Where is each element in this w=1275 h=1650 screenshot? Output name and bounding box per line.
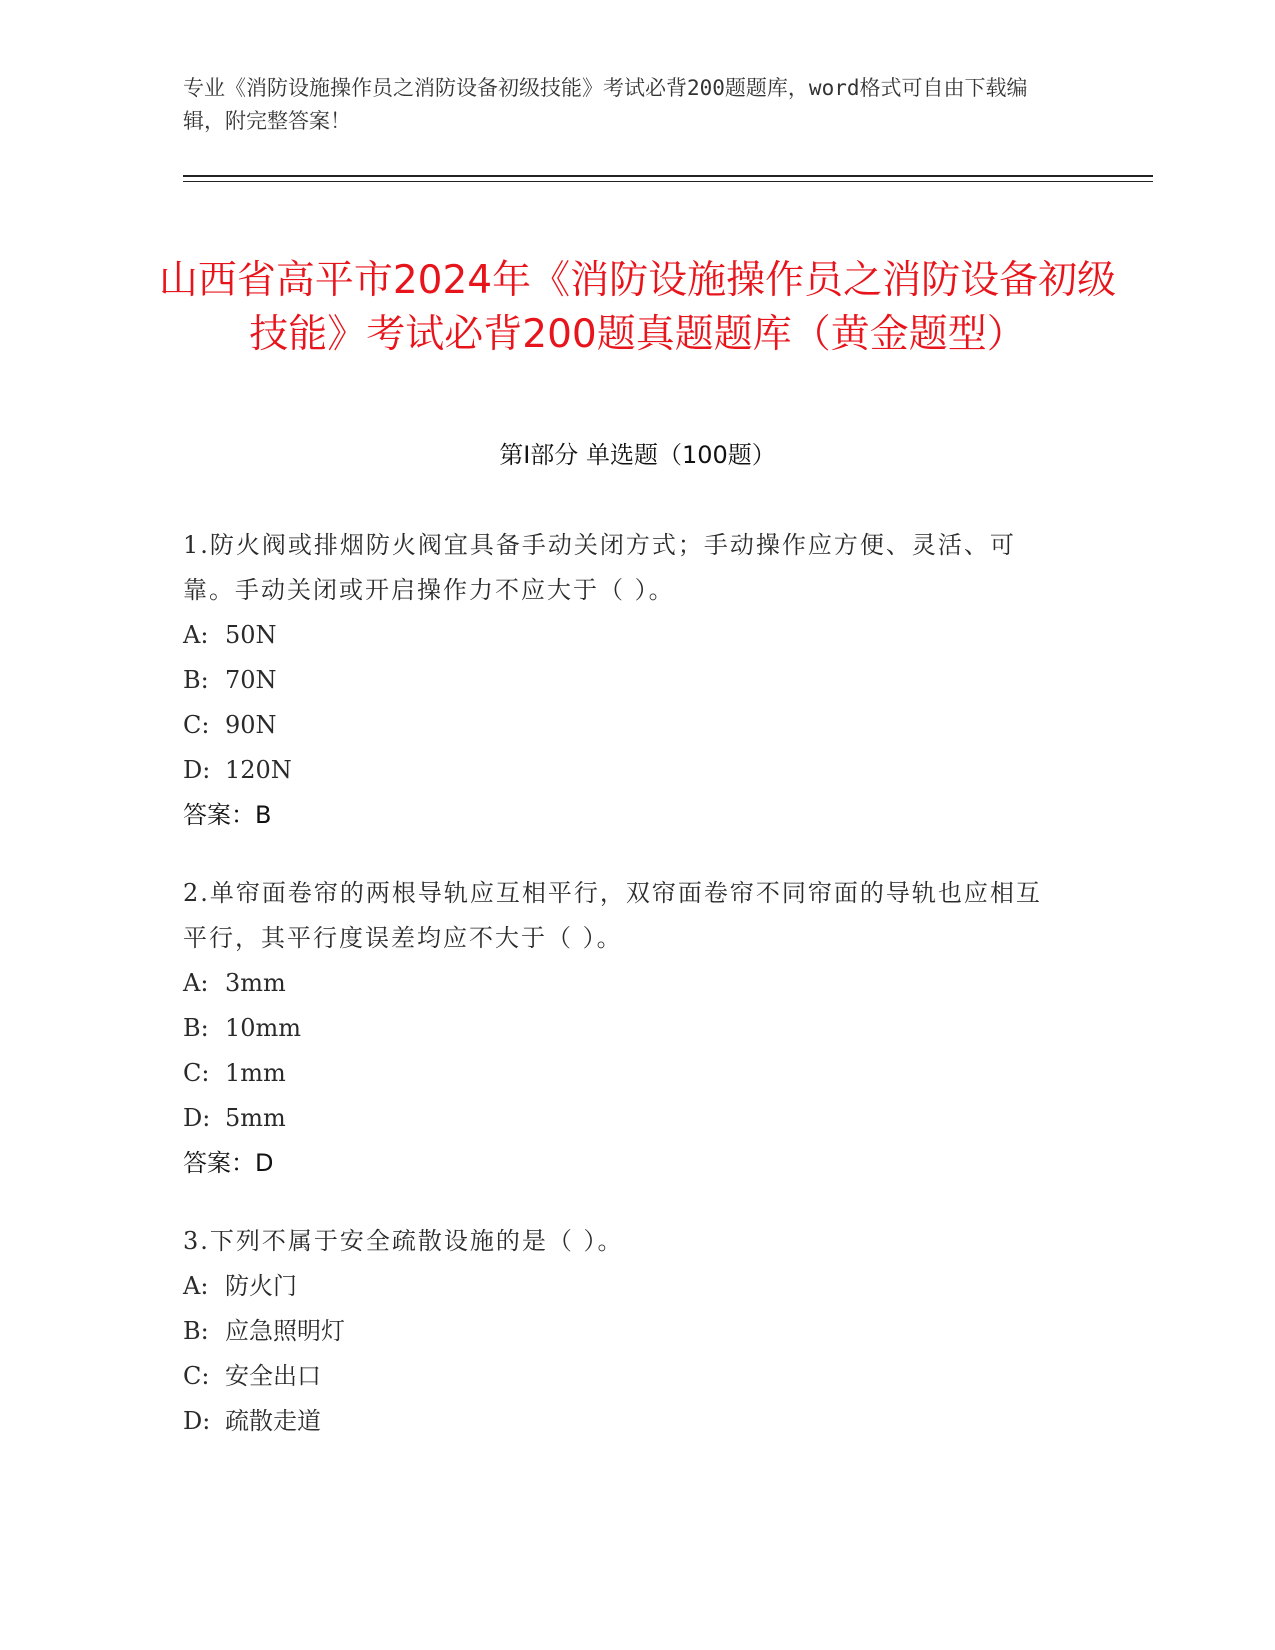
option-d	[183, 748, 1063, 793]
header-divider-thick	[183, 175, 1153, 177]
option-a	[183, 613, 1063, 658]
option-key: C:	[183, 1362, 210, 1390]
option-key: A:	[183, 621, 209, 649]
option-b	[183, 1309, 1063, 1354]
option-text: 安全出口	[225, 1362, 321, 1390]
option-text: 90N	[225, 711, 277, 739]
question-3	[183, 1219, 1063, 1444]
option-c	[183, 703, 1063, 748]
question-2	[183, 871, 1063, 1186]
option-key: B:	[183, 666, 209, 694]
option-text: 10mm	[225, 1014, 302, 1042]
question-1	[183, 523, 1063, 838]
option-key: D:	[183, 756, 211, 784]
option-a	[183, 961, 1063, 1006]
option-key: A:	[183, 1272, 209, 1300]
option-text: 120N	[225, 756, 292, 784]
answer: 答案：D	[183, 1149, 274, 1177]
document-title: 山西省高平市2024年《消防设施操作员之消防设备初级技能》考试必背200题真题题库（黄金题型）	[158, 258, 1117, 358]
option-key: D:	[183, 1104, 211, 1132]
header-divider-thin	[183, 181, 1153, 182]
question-stem: 1.防火阀或排烟防火阀宜具备手动关闭方式；手动操作应方便、灵活、可靠。手动关闭或开启操作力不应大于（ ）。	[183, 531, 1016, 604]
option-text: 50N	[225, 621, 277, 649]
option-key: D:	[183, 1407, 211, 1435]
option-d	[183, 1399, 1063, 1444]
header-note: 专业《消防设施操作员之消防设备初级技能》考试必背200题题库，word格式可自由下载编辑，附完整答案！	[183, 76, 1028, 133]
question-stem: 2.单帘面卷帘的两根导轨应互相平行，双帘面卷帘不同帘面的导轨也应相互平行，其平行度误差均应不大于（ ）。	[183, 879, 1042, 952]
option-c	[183, 1354, 1063, 1399]
section-title: 第I部分 单选题（100题）	[499, 441, 776, 469]
option-a	[183, 1264, 1063, 1309]
option-b	[183, 658, 1063, 703]
question-stem: 3.下列不属于安全疏散设施的是（ ）。	[183, 1227, 624, 1255]
option-text: 5mm	[225, 1104, 286, 1132]
option-b	[183, 1006, 1063, 1051]
option-text: 3mm	[225, 969, 286, 997]
option-d	[183, 1096, 1063, 1141]
answer: 答案：B	[183, 801, 272, 829]
option-key: C:	[183, 711, 210, 739]
option-text: 防火门	[225, 1272, 297, 1300]
option-key: C:	[183, 1059, 210, 1087]
option-c	[183, 1051, 1063, 1096]
option-text: 1mm	[225, 1059, 286, 1087]
option-text: 应急照明灯	[225, 1317, 345, 1345]
option-text: 疏散走道	[225, 1407, 321, 1435]
option-key: A:	[183, 969, 209, 997]
option-key: B:	[183, 1317, 209, 1345]
option-key: B:	[183, 1014, 209, 1042]
option-text: 70N	[225, 666, 277, 694]
